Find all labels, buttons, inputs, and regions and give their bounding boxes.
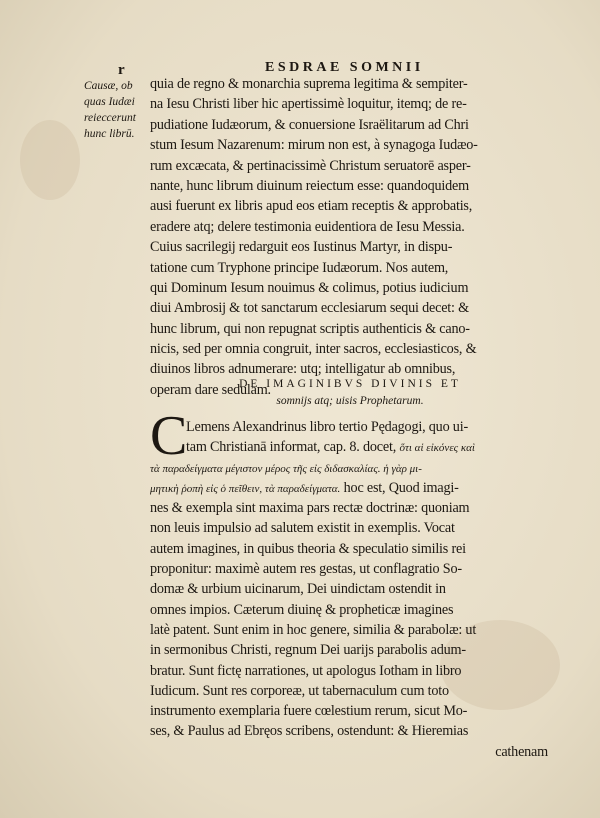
text-line: in sermonibus Christi, regnum Dei uarijs parabolis adum-: [150, 642, 466, 659]
drop-cap: C: [150, 405, 188, 467]
marginal-note-line: reieccerunt: [84, 112, 136, 124]
text-line: diuinos libros adnumerare: utq; intelligatur ab omnibus,: [150, 361, 456, 378]
text-line: omnes impios. Cæterum diuinę & propheticæ imagines: [150, 601, 454, 618]
section-heading: [150, 375, 550, 410]
greek-text: μητικὴ ῥοπὴ εἰς ὁ πεῖθειν, τὰ παραδείγματα.: [150, 482, 341, 495]
text-line: [150, 478, 550, 498]
marginal-note: [84, 78, 146, 142]
marginal-note-line: quas Iudæi: [84, 96, 135, 108]
text-segment: hoc est, Quod imagi-: [343, 479, 459, 496]
text-line: autem imagines, in quibus theoria & speculatio similis rei: [150, 540, 466, 557]
text-line: bratur. Sunt fictę narrationes, ut apologus Iotham in libro: [150, 662, 462, 679]
text-line: ausi fuerunt ex libris apud eos etiam receptis & approbatis,: [150, 198, 473, 215]
greek-text: ὅτι αἱ εἰκόνες καὶ: [399, 442, 475, 455]
text-line: proponitur: maximè autem res gestas, ut conflagratio So-: [150, 561, 462, 578]
text-line: quia de regno & monarchia suprema legitima & sempiter-: [150, 76, 468, 92]
text-line: diui Ambrosij & tot sanctarum ecclesiarum sequi decet: &: [150, 300, 469, 317]
marginal-note-line: hunc librū.: [84, 128, 135, 140]
text-line: Lemens Alexandrinus libro tertio Pędagogi, quo ui-: [186, 419, 468, 435]
text-line: pudiatione Iudæorum, & conuersione Israëlitarum ad Chri: [150, 116, 469, 133]
text-line: [150, 458, 550, 478]
text-line: rum excæcata, & pertinacissimè Christum seruatorē asper-: [150, 157, 471, 174]
text-line: na Iesu Christi liber hic apertissimè loquitur, itemq; de re-: [150, 96, 467, 113]
catchword: cathenam: [495, 743, 548, 760]
marginal-note-line: Causæ, ob: [84, 80, 133, 92]
text-line: instrumento exemplaria fuere cœlestium rerum, sicut Mo-: [150, 703, 468, 720]
text-line: nes & exempla sint maxima pars rectæ doctrinæ: quoniam: [150, 500, 470, 517]
section-heading-line: DE IMAGINIBVS DIVINIS ET: [239, 378, 461, 390]
text-line: [150, 437, 550, 457]
folio-number: r: [118, 62, 126, 78]
paragraph-first: [150, 74, 550, 400]
text-line: hunc librum, qui non repugnat scriptis authenticis & cano-: [150, 320, 470, 337]
text-segment: tam Christianā informat, cap. 8. docet,: [186, 439, 397, 456]
paper-stain: [20, 120, 80, 200]
greek-text: τὰ παραδείγματα μέγιστον μέρος τῆς εἰς διδασκαλίας. ἡ γὰρ μι-: [150, 462, 422, 475]
text-line: operam dare sedulam.: [150, 381, 271, 398]
text-line: domæ & urbium uicinarum, Dei uindictam ostendit in: [150, 581, 446, 598]
paragraph-second: [150, 417, 550, 762]
text-line: qui Dominum Iesum nouimus & colimus, potius iudicium: [150, 279, 469, 296]
text-line: tatione cum Tryphone principe Iudæorum. Nos autem,: [150, 259, 449, 276]
text-line: stum Iesum Nazarenum: mirum non est, à synagoga Iudæo-: [150, 137, 478, 154]
section-subheading: somnijs atq; uisis Prophetarum.: [276, 395, 424, 407]
text-line: eradere atq; delere testimonia euidentiora de Iesu Messia.: [150, 218, 465, 235]
text-line: Cuius sacrilegij redarguit eos Iustinus Martyr, in dispu-: [150, 239, 453, 256]
text-line: Iudicum. Sunt res corporeæ, ut tabernaculum cum toto: [150, 682, 449, 699]
running-head: ESDRAE SOMNII: [265, 60, 424, 75]
text-line: ses, & Paulus ad Ebręos scribens, ostendunt: & Hieremias: [150, 723, 469, 740]
text-line: nante, hunc librum diuinum reiectum esse: quandoquidem: [150, 177, 469, 194]
text-line: non leuis impulsio ad salutem existit in exemplis. Vocat: [150, 520, 455, 537]
text-line: latè patent. Sunt enim in hoc genere, similia & parabolæ: ut: [150, 621, 477, 638]
text-line: nicis, sed per omnia congruit, inter sacros, ecclesiasticos, &: [150, 341, 477, 358]
